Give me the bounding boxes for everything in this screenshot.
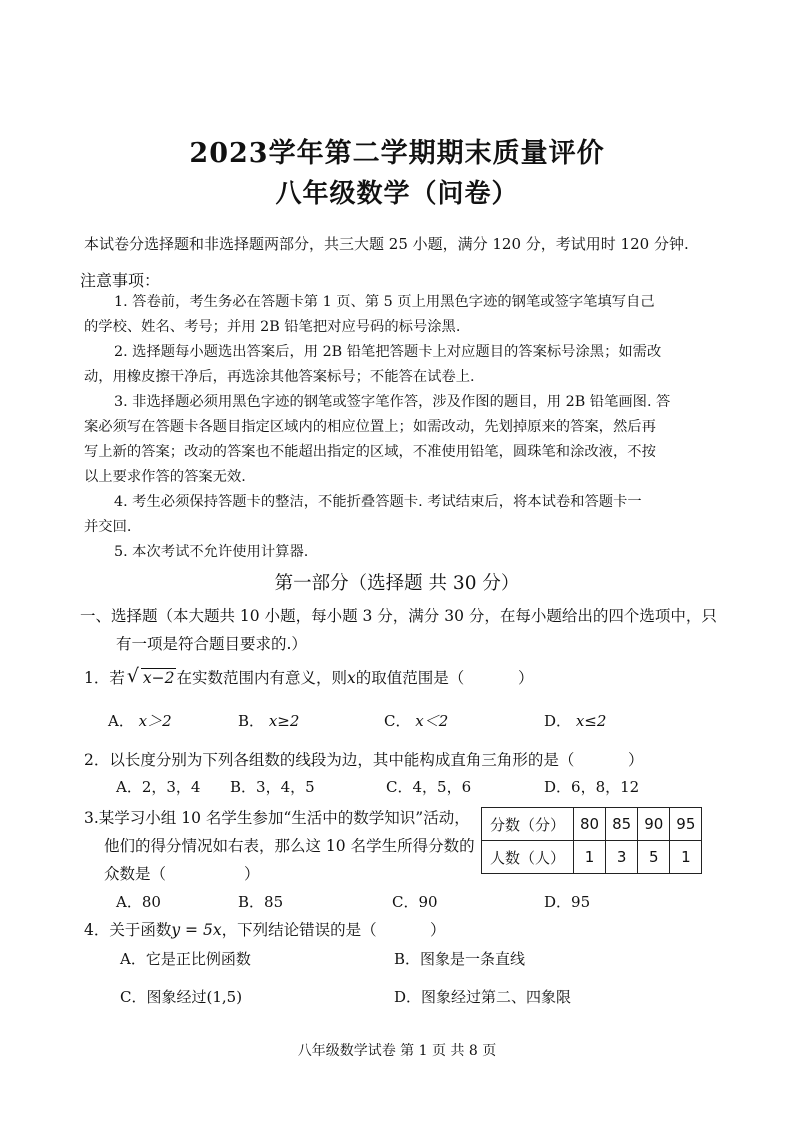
- question-4: 4．关于函数y = 5x，下列结论错误的是（: [84, 921, 377, 939]
- score-table: [481, 807, 702, 874]
- notice-title: 注意事项：: [80, 271, 161, 290]
- notice-line: 1. 答卷前，考生务必在答题卡第 1 页、第 5 页上用黑色字迹的钢笔或签字笔填写自己: [114, 294, 655, 310]
- notice-line: 3. 非选择题必须用黑色字迹的钢笔或签字笔作答，涉及作图的题目，用 2B 铅笔画图. 答: [114, 394, 671, 410]
- question-3-line: 他们的得分情况如右表，那么这 10 名学生所得分数的: [104, 837, 475, 855]
- question-1: 1．若 √ x−2 在实数范围内有意义，则x的取值范围是（: [84, 665, 465, 687]
- table-cell: 95: [670, 808, 702, 841]
- q3-option-d: D．95: [544, 893, 591, 911]
- q2-option-b: B．3，4，5: [230, 778, 315, 796]
- table-cell: 85: [606, 808, 638, 841]
- notice-line: 案必须写在答题卡各题目指定区域内的相应位置上；如需改动，先划掉原来的答案，然后再: [84, 419, 656, 435]
- table-cell: 1: [670, 841, 702, 874]
- notice-line: 5. 本次考试不允许使用计算器.: [114, 544, 309, 560]
- exam-subtitle: 八年级数学（问卷）: [275, 179, 519, 209]
- q4-option-c: C．图象经过(1,5): [120, 988, 243, 1006]
- section-instructions: 有一项是符合题目要求的.）: [116, 635, 307, 653]
- function-expression: y = 5x: [171, 921, 222, 939]
- answer-paren-close: ）: [430, 921, 446, 939]
- page-footer: 八年级数学试卷 第 1 页 共 8 页: [297, 1043, 497, 1059]
- q4-option-a: A．它是正比例函数: [120, 950, 251, 968]
- notice-line: 4. 考生必须保持答题卡的整洁，不能折叠答题卡. 考试结束后，将本试卷和答题卡一: [114, 494, 642, 510]
- q1-option-c: C． x＜2: [384, 712, 449, 730]
- q4-option-d: D．图象经过第二、四象限: [394, 988, 572, 1006]
- table-cell: 90: [638, 808, 670, 841]
- answer-paren-close: ）: [518, 669, 534, 687]
- q3-option-b: B．85: [238, 893, 284, 911]
- exam-title: 2023学年第二学期期末质量评价: [189, 138, 605, 169]
- table-cell: 3: [606, 841, 638, 874]
- table-cell: 80: [574, 808, 606, 841]
- question-3: 3.某学习小组 10 名学生参加“生活中的数学知识”活动，: [84, 809, 470, 827]
- notice-line: 的学校、姓名、考号；并用 2B 铅笔把对应号码的标号涂黑.: [84, 319, 461, 335]
- q3-option-c: C．90: [392, 893, 438, 911]
- q1-option-d: D． x≤2: [544, 712, 607, 730]
- sqrt-expression: √ x−2: [126, 665, 175, 687]
- table-row: [482, 841, 702, 874]
- notice-line: 以上要求作答的答案无效.: [84, 469, 246, 485]
- section-instructions: 一、选择题（本大题共 10 小题，每小题 3 分，满分 30 分，在每小题给出的四个选项中，只: [80, 607, 717, 625]
- question-2: 2．以长度分别为下列各组数的线段为边，其中能构成直角三角形的是（: [84, 751, 575, 769]
- table-cell: 5: [638, 841, 670, 874]
- answer-paren-close: ）: [628, 751, 644, 769]
- q1-option-a: A． x＞2: [108, 712, 172, 730]
- table-header-cell: 分数（分）: [482, 808, 574, 841]
- notice-line: 2. 选择题每小题选出答案后，用 2B 铅笔把答题卡上对应题目的答案标号涂黑；如需改: [114, 344, 662, 360]
- q2-option-d: D．6，8，12: [544, 778, 640, 796]
- notice-line: 并交回.: [84, 519, 132, 535]
- q2-option-a: A．2，3，4: [116, 778, 201, 796]
- notice-line: 写上新的答案；改动的答案也不能超出指定的区域，不准使用铅笔，圆珠笔和涂改液，不按: [84, 444, 656, 460]
- notice-line: 动，用橡皮擦干净后，再选涂其他答案标号；不能答在试卷上.: [84, 369, 475, 385]
- table-cell: 1: [574, 841, 606, 874]
- q2-option-c: C．4，5，6: [386, 778, 472, 796]
- answer-paren-close: ）: [244, 865, 260, 883]
- part-heading: 第一部分（选择题 共 30 分）: [274, 573, 520, 594]
- table-row: [482, 808, 702, 841]
- table-header-cell: 人数（人）: [482, 841, 574, 874]
- q3-option-a: A．80: [116, 893, 161, 911]
- q1-option-b: B． x≥2: [238, 712, 300, 730]
- q4-option-b: B．图象是一条直线: [394, 950, 526, 968]
- question-3-line: 众数是（: [104, 865, 167, 883]
- exam-intro: 本试卷分选择题和非选择题两部分，共三大题 25 小题，满分 120 分，考试用时 120 分钟.: [84, 235, 689, 253]
